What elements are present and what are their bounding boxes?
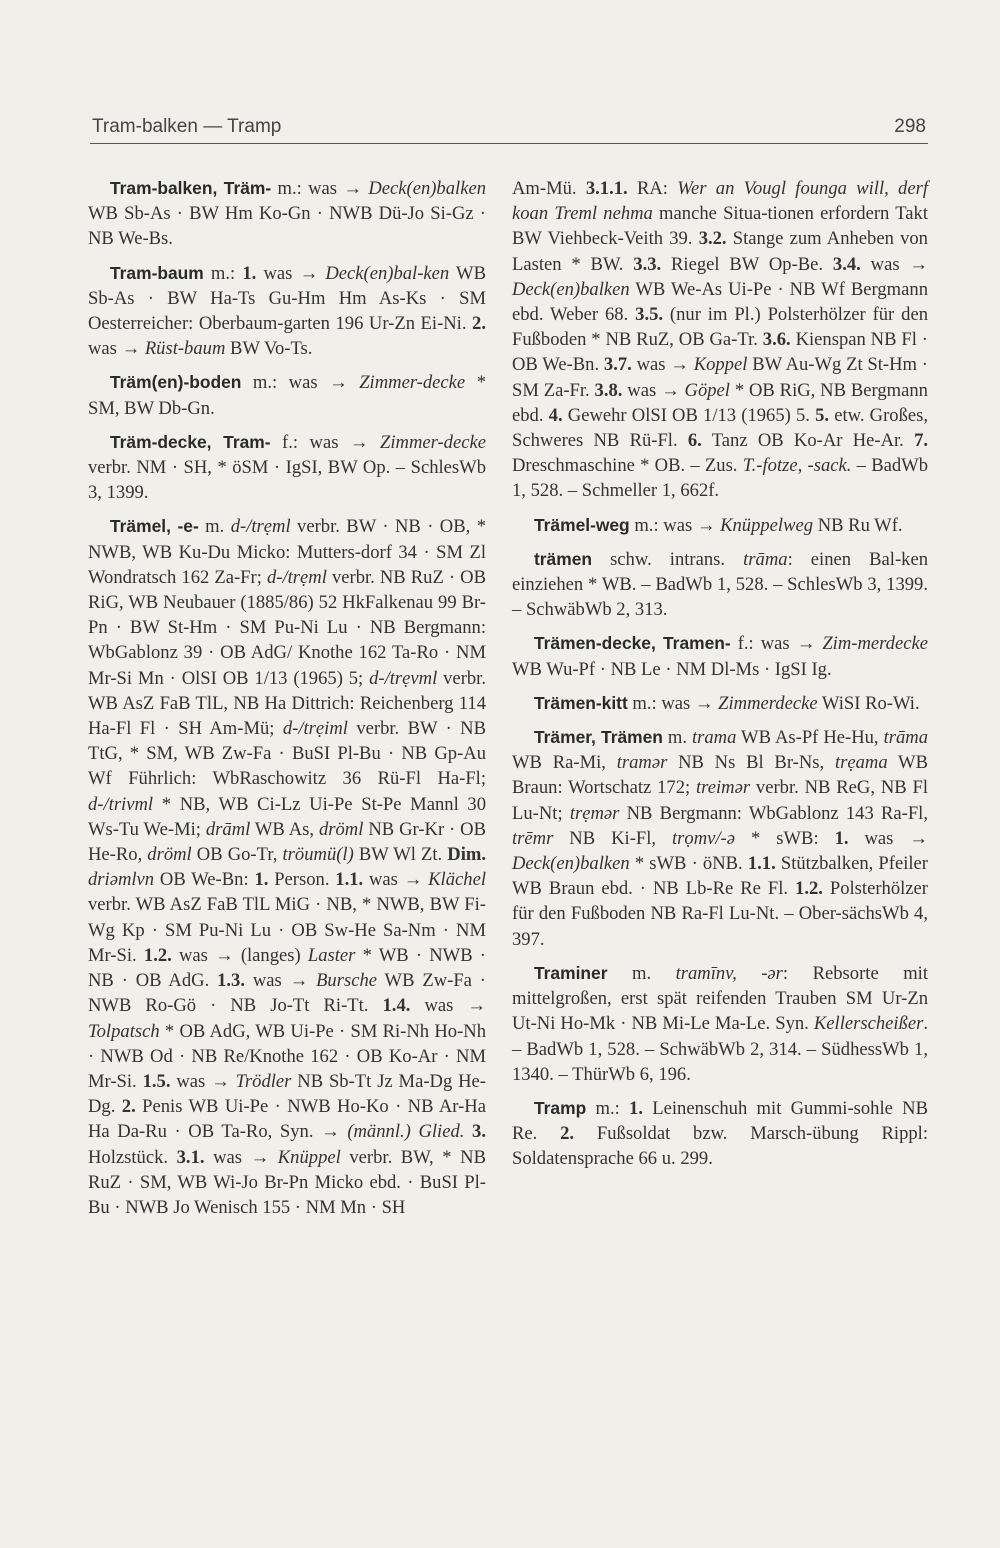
- entry-body: Am-Mü. 3.1.1. RA: Wer an Vougl founga will, derf koan Treml nehma manche Situa-tionen erfordern Takt BW Viehbeck-Veith 39. 3.2. Stange zum Anheben von Lasten * BW. 3.3. Riegel BW Op-Be. 3.4. was → Deck(en)balken WB We-As Ui-Pe · NB Wf Bergmann ebd. Weber 68. 3.5. (nur im Pl.) Polsterhölzer für den Fußboden * NB RuZ, OB Ga-Tr. 3.6. Kienspan NB Fl · OB We-Bn. 3.7. was → Koppel BW Au-Wg Zt St-Hm · SM Za-Fr. 3.8. was → Göpel * OB RiG, NB Bergmann ebd. 4. Gewehr OlSI OB 1/13 (1965) 5. 5. etw. Großes, Schweres NB Rü-Fl. 6. Tanz OB Ko-Ar He-Ar. 7. Dreschmaschine * OB. – Zus. T.-fotze, -sack. – BadWb 1, 528. – Schmeller 1, 662f.: [512, 178, 929, 502]
- entry-body: m. trama WB As-Pf He-Hu, trāma WB Ra-Mi, tramər NB Ns Bl Br-Ns, trẹama WB Braun: Wortschatz 172; treimər verbr. NB ReG, NB Fl Lu-Nt; trẹmər NB Bergmann: WbGablonz 143 Ra-Fl, trēmr NB Ki-Fl, trọmv/-ə * sWB: 1. was → Deck(en)balken * sWB · öNB. 1.1. Stützbalken, Pfeiler WB Braun ebd. · NB Lb-Re Re Fl. 1.2. Polsterhölzer für den Fußboden NB Ra-Fl Lu-Nt. – Ober-sächsWb 4, 397.: [512, 727, 929, 950]
- entry-lemma: Trämen-decke, Tramen-: [534, 633, 731, 654]
- entry-lemma: Trämel-weg: [534, 514, 630, 535]
- entry-lemma: Tram-baum: [110, 262, 204, 283]
- entry-lemma: Trämel, -e-: [110, 516, 199, 537]
- entry-body: f.: was → Zimmer-decke verbr. NM · SH, * öSM · IgSI, BW Op. – SchlesWb 3, 1399.: [88, 431, 486, 504]
- entry-body: m.: 1. Leinenschuh mit Gummi-sohle NB Re. 2. Fußsoldat bzw. Marsch-übung Rippl: Soldatensprache 66 u. 299.: [512, 1097, 929, 1170]
- entry-body: m.: was → Knüppelweg NB Ru Wf.: [629, 514, 903, 536]
- dictionary-entry: [88, 370, 486, 420]
- dictionary-entry: [88, 514, 486, 1220]
- entry-lemma: Tramp: [534, 1097, 587, 1118]
- entry-lemma: Träm(en)-boden: [110, 372, 242, 393]
- dictionary-entry: [512, 961, 928, 1087]
- dictionary-entry: [88, 261, 486, 362]
- dictionary-entry: [512, 1096, 928, 1172]
- entry-lemma: trämen: [534, 548, 592, 569]
- entry-lemma: Traminer: [534, 962, 608, 983]
- dictionary-entry: [512, 513, 928, 538]
- dictionary-entry: [88, 430, 486, 506]
- dictionary-entry: [512, 547, 928, 623]
- dictionary-entry: [512, 176, 928, 504]
- entry-body: m.: was → Zimmer-decke * SM, BW Db-Gn.: [88, 372, 486, 419]
- entry-body: m.: was → Deck(en)balken WB Sb-As · BW Hm Ko-Gn · NWB Dü-Jo Si-Gz · NB We-Bs.: [88, 178, 486, 250]
- right-column: [512, 176, 928, 1181]
- running-head: [92, 116, 926, 138]
- entry-body: f.: was → Zim-merdecke WB Wu-Pf · NB Le · NM Dl-Ms · IgSI Ig.: [512, 633, 928, 680]
- dictionary-entry: [512, 725, 928, 952]
- entry-body: m.: was → Zimmerdecke WiSI Ro-Wi.: [627, 692, 920, 714]
- dictionary-entry: [88, 176, 486, 252]
- entry-lemma: Trämen-kitt: [534, 692, 628, 713]
- entry-body: m. d-/trẹml verbr. BW · NB · OB, * NWB, WB Ku-Du Micko: Mutters-dorf 34 · SM Zl Wondratsch 162 Za-Fr; d-/trẹml verbr. NB RuZ · OB RiG, WB Neubauer (1885/86) 52 HkFalkenau 99 Br-Pn · BW St-Hm · SM Pu-Ni Lu · NB Bergmann: WbGablonz 39 · OB AdG/ Knothe 162 Ta-Ro · NM Mr-Si Mn · OlSI OB 1/13 (1965) 5; d-/trẹvml verbr. WB AsZ FaB TlL, NB Ha Dittrich: Reichenberg 114 Ha-Fl Fl · SH Am-Mü; d-/trẹiml verbr. BW · NB TtG, * SM, WB Zw-Fa · BuSI Pl-Bu · NB Gp-Au Wf Führlich: WbRaschowitz 36 Rü-Fl Ha-Fl; d-/trivml * NB, WB Ci-Lz Ui-Pe St-Pe Mannl 30 Ws-Tu We-Mi; drāml WB As, dröml NB Gr-Kr · OB He-Ro, dröml OB Go-Tr, tröumü(l) BW Wl Zt. Dim. driəmlvn OB We-Bn: 1. Person. 1.1. was → Klächel verbr. WB AsZ FaB TlL MiG · NB, * NWB, BW Fi-Wg Kp · SM Pu-Ni Lu · OB Sw-He Sa-Nm · NM Mr-Si. 1.2. was → (langes) Laster * WB · NWB · NB · OB AdG. 1.3. was → Bursche WB Zw-Fa · NWB Ro-Gö · NB Jo-Tt Ri-Tt. 1.4. was → Tolpatsch * OB AdG, WB Ui-Pe · SM Ri-Nh Ho-Nh · NWB Od · NB Re/Knothe 162 · OB Ko-Ar · NM Mr-Si. 1.5. was → Trödler NB Sb-Tt Jz Ma-Dg He-Dg. 2. Penis WB Ui-Pe · NWB Ho-Ko · NB Ar-Ha Ha Da-Ru · OB Ta-Ro, Syn. → (männl.) Glied. 3. Holzstück. 3.1. was → Knüppel verbr. BW, * NB RuZ · SM, WB Wi-Jo Br-Pn Micko ebd. · BuSI Pl-Bu · NWB Jo Wenisch 155 · NM Mn · SH: [88, 516, 486, 1218]
- entry-lemma: Träm-decke, Tram-: [110, 431, 271, 452]
- dictionary-entry: [512, 691, 928, 716]
- entry-body: schw. intrans. trāma: einen Bal-ken einziehen * WB. – BadWb 1, 528. – SchlesWb 3, 1399. – SchwäbWb 2, 313.: [512, 548, 928, 621]
- left-column: [88, 176, 486, 1229]
- running-head-title: Tram-balken — Tramp: [92, 116, 282, 137]
- header-rule: [90, 143, 928, 144]
- entry-lemma: Tram-balken, Träm-: [110, 178, 272, 198]
- dictionary-entry: [512, 631, 928, 681]
- entry-body: m. tramīnv, -ər: Rebsorte mit mittelgroßen, erst spät reifenden Trauben SM Ur-Zn Ut-Ni Ho-Mk · NB Mi-Le Ma-Le. Syn. Kellerscheißer. – BadWb 1, 528. – SchwäbWb 2, 314. – SüdhessWb 1, 1340. – ThürWb 6, 196.: [512, 962, 928, 1085]
- entry-body: m.: 1. was → Deck(en)bal-ken WB Sb-As · BW Ha-Ts Gu-Hm Hm As-Ks · SM Oesterreicher: Oberbaum-garten 196 Ur-Zn Ei-Ni. 2. was → Rüst-baum BW Vo-Ts.: [88, 262, 487, 360]
- page-number: 298: [894, 116, 926, 137]
- entry-lemma: Trämer, Trämen: [534, 727, 663, 748]
